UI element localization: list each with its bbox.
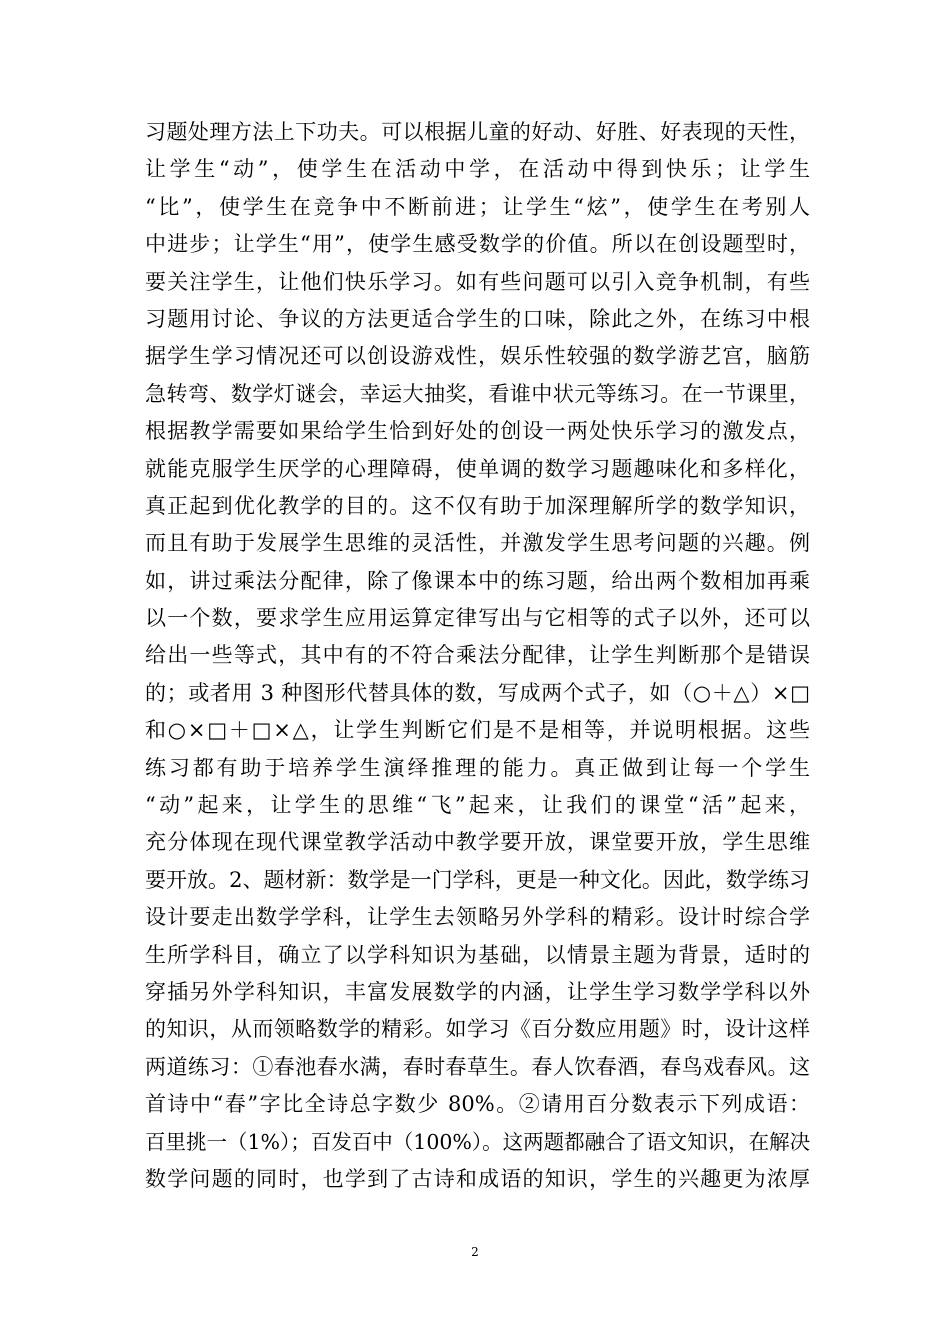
text-line: 充分体现在现代课堂教学活动中教学要开放，课堂要开放，学生思维 bbox=[145, 830, 810, 855]
text-line: “比”，使学生在竞争中不断前进；让学生“炫”，使学生在考别人 bbox=[145, 194, 810, 219]
page-number: 2 bbox=[471, 1245, 479, 1259]
text-line: 如，讲过乘法分配律，除了像课本中的练习题，给出两个数相加再乘 bbox=[145, 568, 810, 593]
text-line: 的知识，从而领略数学的精彩。如学习《百分数应用题》时，设计这样 bbox=[145, 1017, 810, 1042]
body-text bbox=[145, 114, 810, 1198]
text-line: 首诗中“春”字比全诗总字数少 80%。②请用百分数表示下列成语： bbox=[145, 1092, 810, 1117]
text-line: 而且有助于发展学生思维的灵活性，并激发学生思考问题的兴趣。例 bbox=[145, 531, 810, 556]
text-line: 以一个数，要求学生应用运算定律写出与它相等的式子以外，还可以 bbox=[145, 606, 810, 631]
text-line: 让学生“动”，使学生在活动中学，在活动中得到快乐；让学生 bbox=[145, 157, 810, 182]
text-line: 数学问题的同时，也学到了古诗和成语的知识，学生的兴趣更为浓厚 bbox=[145, 1166, 810, 1191]
text-line: 据学生学习情况还可以创设游戏性，娱乐性较强的数学游艺宫，脑筋 bbox=[145, 344, 810, 369]
text-line: 的；或者用 3 种图形代替具体的数，写成两个式子，如（○＋△）×□ bbox=[145, 680, 810, 705]
text-line: 穿插另外学科知识，丰富发展数学的内涵，让学生学习数学学科以外 bbox=[145, 979, 810, 1004]
text-line: 设计要走出数学学科，让学生去领略另外学科的精彩。设计时综合学 bbox=[145, 905, 810, 930]
text-line: 根据教学需要如果给学生恰到好处的创设一两处快乐学习的激发点， bbox=[145, 419, 810, 444]
text-line: 真正起到优化教学的目的。这不仅有助于加深理解所学的数学知识， bbox=[145, 493, 810, 518]
text-line: 就能克服学生厌学的心理障碍，使单调的数学习题趣味化和多样化， bbox=[145, 456, 810, 481]
text-line: 急转弯、数学灯谜会，幸运大抽奖，看谁中状元等练习。在一节课里， bbox=[145, 381, 810, 406]
text-line: 练习都有助于培养学生演绎推理的能力。真正做到让每一个学生 bbox=[145, 755, 810, 780]
text-line: 要开放。2、题材新：数学是一门学科，更是一种文化。因此，数学练习 bbox=[145, 867, 810, 892]
text-line: “动”起来，让学生的思维“飞”起来，让我们的课堂“活”起来， bbox=[145, 793, 810, 818]
text-line: 习题处理方法上下功夫。可以根据儿童的好动、好胜、好表现的天性， bbox=[145, 120, 810, 144]
text-line: 和○×□＋□×△，让学生判断它们是不是相等，并说明根据。这些 bbox=[145, 718, 810, 743]
text-line: 百里挑一（1%）；百发百中（100%）。这两题都融合了语文知识，在解决 bbox=[145, 1129, 811, 1154]
text-line: 要关注学生，让他们快乐学习。如有些问题可以引入竞争机制，有些 bbox=[145, 269, 810, 294]
text-line: 中进步；让学生“用”，使学生感受数学的价值。所以在创设题型时， bbox=[145, 232, 810, 257]
text-line: 给出一些等式，其中有的不符合乘法分配律，让学生判断那个是错误 bbox=[145, 643, 810, 668]
text-line: 习题用讨论、争议的方法更适合学生的口味，除此之外，在练习中根 bbox=[145, 306, 810, 331]
text-line: 生所学科目，确立了以学科知识为基础，以情景主题为背景，适时的 bbox=[145, 942, 810, 967]
text-line: 两道练习：①春池春水满，春时春草生。春人饮春酒，春鸟戏春风。这 bbox=[145, 1054, 810, 1079]
